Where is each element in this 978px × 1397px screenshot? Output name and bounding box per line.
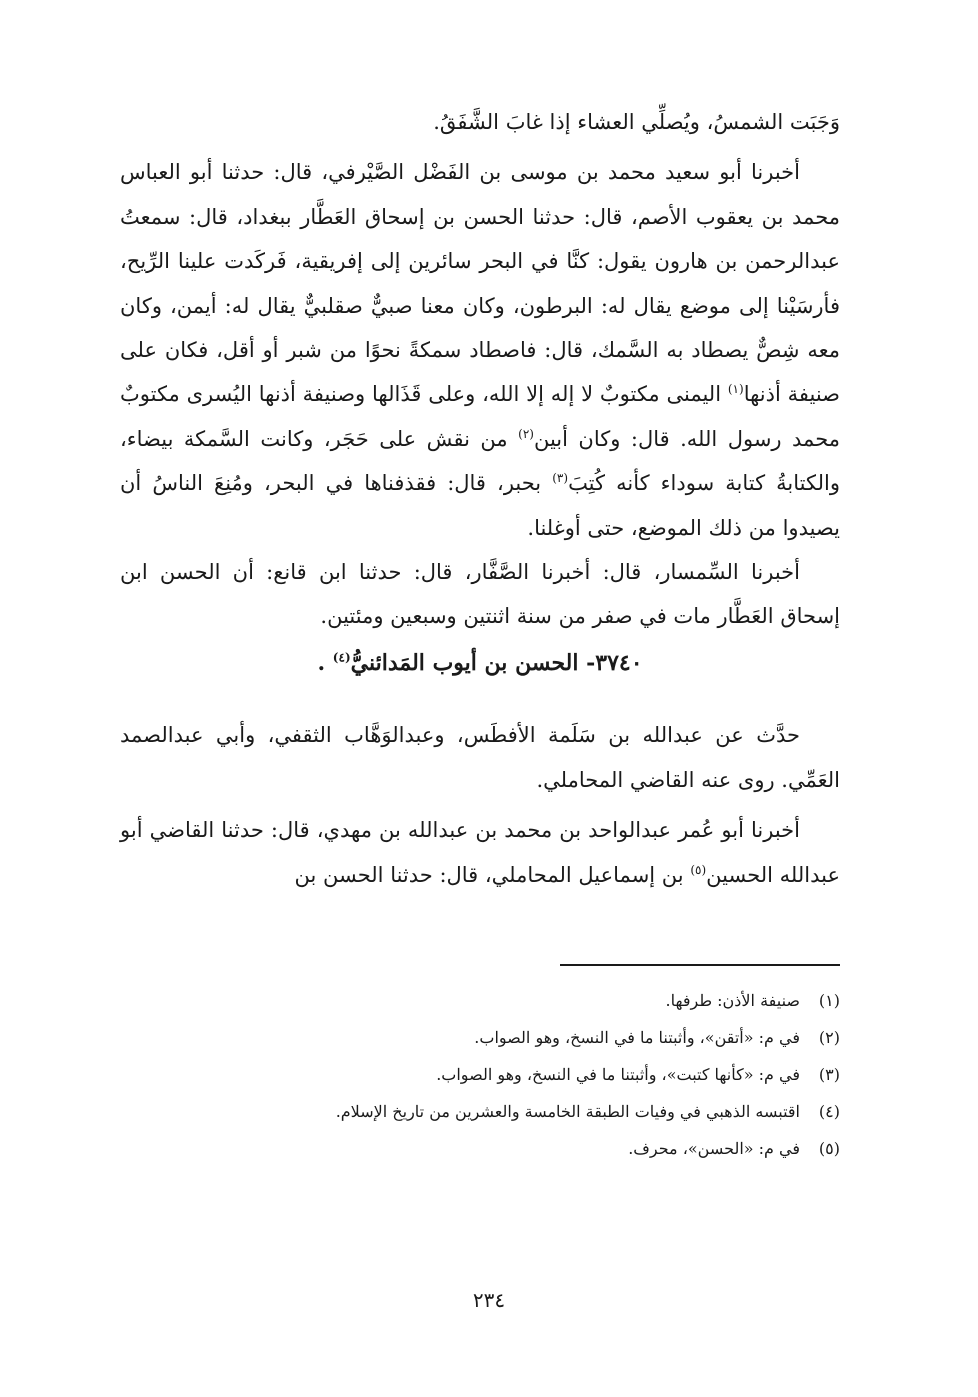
- heading-spacer: [120, 693, 840, 713]
- paragraph-text: من نقش على حَجَر، وكانت السَّمكة بيضاء، والكتابةُ كتابة سوداء كأنه كُتِبَ: [120, 426, 840, 496]
- footnote-number: (١): [818, 991, 840, 1010]
- footnote-text: في م: «كأنها كتبت»، وأثبتنا ما في النسخ، وهو الصواب.: [436, 1065, 800, 1084]
- heading-end: .: [317, 649, 326, 676]
- footnote-item: [200, 1056, 840, 1093]
- paragraph-text: وَجَبَت الشمسُ، ويُصلِّي العشاء إذا غابَ الشَّفَقُ.: [433, 110, 840, 134]
- footnote-item: [200, 1093, 840, 1130]
- paragraph-narration: [120, 150, 840, 550]
- footnote-number: (٣): [818, 1065, 840, 1084]
- paragraph-continuation: [120, 100, 840, 144]
- footnote-text: صنيفة الأذن: طرفها.: [665, 991, 800, 1010]
- paragraph-text: بن إسماعيل المحاملي، قال: حدثنا الحسن بن: [294, 862, 691, 887]
- footnote-ref-4[interactable]: (٤): [332, 650, 351, 665]
- paragraph-text: أخبرنا أبو عُمر عبدالواحد بن محمد بن عبدالله بن مهدي، قال: حدثنا القاضي أبو عبدالله الحسين: [120, 818, 840, 887]
- footnote-ref-2[interactable]: (٢): [518, 426, 534, 441]
- footnote-text: في م: «الحسن»، محرف.: [628, 1139, 800, 1158]
- footnote-text: في م: «أتقن»، وأثبتنا ما في النسخ، وهو الصواب.: [474, 1028, 800, 1047]
- footnote-text: اقتبسه الذهبي في وفيات الطبقة الخامسة والعشرين من تاريخ الإسلام.: [335, 1102, 800, 1121]
- paragraph-text: أخبرنا أبو سعيد محمد بن موسى بن الفَضْل الصَّيْرفي، قال: حدثنا أبو العباس محمد بن يعقوب الأصم، قال: حدثنا الحسن بن إسحاق العَطَّار ببغداد، قال: سمعتُ عبدالرحمن بن هارون يقول: كنَّا في البحر سائرين إلى إفريقية، فَركَدت علينا الرِّيح، فأرسَيْنا إلى موضع يقال له: البرطون، وكان معنا صبيٌّ صقلبيٌّ يقال له: أيمن، وكان معه شِصٌّ يصطاد به السَّمك، قال: فاصطاد سمكةً نحوًا من شبر أو أقل، فكان على صنيفة أذنها: [120, 160, 840, 407]
- paragraph-text: حدَّث عن عبدالله بن سَلَمة الأفطَس، وعبدالوَهَّاب الثقفي، وأبي عبدالصمد العَمِّي. روى عنه القاضي المحاملي.: [120, 723, 840, 792]
- heading-text: ٣٧٤٠- الحسن بن أيوب المَدائنيُّ: [350, 649, 643, 676]
- paragraph-chain: [120, 808, 840, 897]
- paragraph-text: اليمنى مكتوبٌ لا إله إلا الله، وعلى قَذَالها وصنيفة أذنها اليُسرى مكتوبٌ محمد رسول الله. قال: وكان أبين: [120, 382, 841, 451]
- main-text: [120, 100, 840, 897]
- paragraph-text: أخبرنا السِّمسار، قال: أخبرنا الصَّفَّار، قال: حدثنا ابن قانع: أن الحسن ابن إسحاق العَطَّار مات في صفر من سنة اثنتين وسبعين ومئتين.: [120, 560, 840, 629]
- footnote-ref-5[interactable]: (٥): [690, 862, 707, 877]
- paragraph-text: بحبر، قال: فقذفناها في البحر، ومُنِعَ الناسُ أن يصيدوا من ذلك الموضع، حتى أوغلنا.: [120, 471, 840, 540]
- footnote-ref-3[interactable]: (٣): [552, 471, 569, 486]
- footnote-item: [200, 982, 840, 1019]
- page-number: ٢٣٤: [472, 1288, 506, 1312]
- footnote-number: (٤): [818, 1102, 840, 1121]
- paragraph-biography: [120, 713, 840, 802]
- footnote-ref-1[interactable]: (١): [727, 382, 744, 397]
- footnote-item: [200, 1019, 840, 1056]
- paragraph-death-note: [120, 550, 840, 639]
- footnote-separator: [560, 964, 840, 966]
- footnote-item: [200, 1130, 840, 1167]
- footnotes-list: [200, 982, 840, 1167]
- footnote-number: (٥): [818, 1139, 840, 1158]
- entry-heading: [120, 641, 840, 685]
- footnote-number: (٢): [818, 1028, 840, 1047]
